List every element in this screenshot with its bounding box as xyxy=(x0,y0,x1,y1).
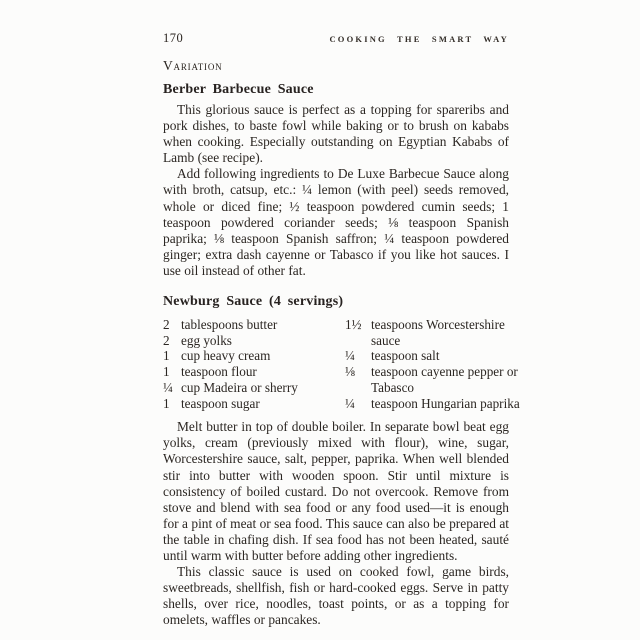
section-label-variation: Variation xyxy=(163,58,223,73)
ingredient-text: teaspoon sugar xyxy=(181,395,260,411)
ingredient-column-right xyxy=(345,317,521,411)
ingredient-text: egg yolks xyxy=(181,332,232,348)
ingredient-qty: ¼ xyxy=(345,348,355,364)
newburg-paragraph-1: Melt butter in top of double boiler. In separate bowl beat egg yolks, cream (previously mixed with flour), wine, sugar, Worcestershire sauce, salt, pepper, paprika. When well blended stir into butter with wooden spoon. Stir until mixture is consistency of boiled custard. Do not overcook. Remove from stove and blend with sea food or any food used—it is enough for a pint of meat or sea food. This sauce can also be prepared at the table in chafing dish. If sea food has not been heated, sauté until warm with butter before adding other ingredients. xyxy=(163,419,509,563)
ingredient-text: teaspoon cayenne pepper or Tabasco xyxy=(371,364,518,395)
running-title: COOKING THE SMART WAY xyxy=(329,34,509,44)
ingredient-columns xyxy=(163,317,520,411)
ingredient-item xyxy=(163,380,345,396)
ingredient-qty: 1 xyxy=(163,348,170,364)
recipe-title-newburg-sauce: Newburg Sauce (4 servings) xyxy=(163,294,344,310)
ingredient-item xyxy=(163,317,345,333)
page-header xyxy=(163,31,509,46)
berber-paragraph-1: This glorious sauce is perfect as a topping for spareribs and pork dishes, to baste fowl while baking or to brush on kababs when cooking. Especially outstanding on Egyptian Kababs of Lamb (see recipe). xyxy=(163,102,509,166)
ingredient-item xyxy=(345,396,521,412)
page-number: 170 xyxy=(163,31,184,45)
newburg-paragraph-2: This classic sauce is used on cooked fowl, game birds, sweetbreads, shellfish, fish or hard-cooked eggs. Serve in patty shells, over rice, noodles, toast points, or as a topping for omelets, waffles or pancakes. xyxy=(163,564,509,628)
ingredient-text: teaspoon flour xyxy=(181,364,257,380)
ingredient-text: cup heavy cream xyxy=(181,348,271,364)
berber-paragraph-2: Add following ingredients to De Luxe Barbecue Sauce along with broth, catsup, etc.: ¼ lemon (with peel) seeds removed, whole or diced fine; ½ teaspoon powdered cumin seeds; 1 teaspoon powdered coriander seeds; ⅛ teaspoon Spanish paprika; ⅛ teaspoon Spanish saffron; ¼ teaspoon powdered ginger; extra dash cayenne or Tabasco if you like hot sauces. I use oil instead of other fat. xyxy=(163,166,509,278)
ingredient-item xyxy=(345,317,521,348)
ingredient-qty: 1 xyxy=(163,395,170,411)
ingredient-qty: 2 xyxy=(163,332,170,348)
ingredient-text: tablespoons butter xyxy=(181,317,278,333)
ingredient-text: teaspoons Worcestershire sauce xyxy=(371,317,505,348)
ingredient-item xyxy=(163,396,345,412)
ingredient-qty: 1 xyxy=(163,364,170,380)
ingredient-qty: ¼ xyxy=(345,395,355,411)
ingredient-qty: ⅛ xyxy=(345,364,355,380)
ingredient-item xyxy=(345,348,521,364)
ingredient-item xyxy=(163,364,345,380)
ingredient-column-left xyxy=(163,317,345,411)
ingredient-qty: 1½ xyxy=(345,317,362,333)
ingredient-item xyxy=(163,348,345,364)
ingredient-item xyxy=(345,364,521,395)
ingredient-qty: ¼ xyxy=(163,379,173,395)
ingredient-text: teaspoon salt xyxy=(371,348,440,364)
recipe-title-berber-barbecue-sauce: Berber Barbecue Sauce xyxy=(163,82,314,97)
ingredient-item xyxy=(163,333,345,349)
page-content xyxy=(163,31,520,628)
ingredient-text: teaspoon Hungarian paprika xyxy=(371,395,520,411)
ingredient-qty: 2 xyxy=(163,317,170,333)
ingredient-text: cup Madeira or sherry xyxy=(181,379,298,395)
